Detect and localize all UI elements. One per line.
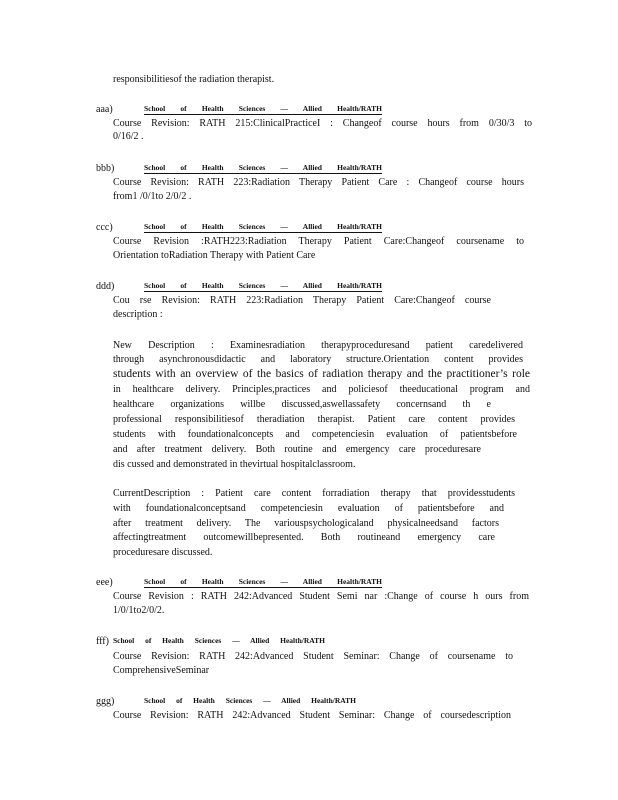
item-header-ggg: School of Health Sciences — Allied Health/RATH <box>144 696 356 705</box>
item-line-aaa-1: Course Revision: RATH 215:ClinicalPracticeI : Changeof course hours from 0/30/3 to <box>113 118 532 129</box>
item-line-bbb-1: Course Revision: RATH 223:Radiation Therapy Patient Care : Changeof course hours <box>113 177 524 188</box>
item-line-ccc-1: Course Revision :RATH223:Radiation Therapy Patient Care:Changeof coursename to <box>113 236 524 247</box>
item-label-ggg: ggg) <box>96 696 115 707</box>
new-description-line-3: students with an overview of the basics of radiation therapy and the practitioner’s role <box>113 368 530 379</box>
item-header-eee: School of Health Sciences — Allied Health/RATH <box>144 577 382 586</box>
item-label-bbb: bbb) <box>96 163 115 174</box>
new-description-line-1: New Description : Examinesradiation therapyproceduresand patient caredelivered <box>113 340 523 351</box>
new-description-line-9: dis cussed and demonstrated in thevirtual hospitalclassroom. <box>113 459 356 470</box>
item-label-ddd: ddd) <box>96 281 115 292</box>
item-header-fff: School of Health Sciences — Allied Health/RATH <box>113 636 325 645</box>
item-header-ddd: School of Health Sciences — Allied Health/RATH <box>144 281 382 290</box>
new-description-line-6: professional responsibilitiesof theradiation therapist. Patient care content provides <box>113 414 515 425</box>
item-header-bbb: School of Health Sciences — Allied Health/RATH <box>144 163 382 172</box>
item-line-ccc-2: Orientation toRadiation Therapy with Patient Care <box>113 250 316 261</box>
item-label-ccc: ccc) <box>96 222 113 233</box>
item-label-eee: eee) <box>96 577 113 588</box>
new-description-line-4: in healthcare delivery. Principles,practices and policiesof theeducational program and <box>113 384 530 395</box>
item-line-ggg-1: Course Revision: RATH 242:Advanced Student Seminar: Change of coursedescription <box>113 710 511 721</box>
new-description-line-5: healthcare organizations willbe discussed,aswellassafety concernsand th e <box>113 399 491 410</box>
item-header-ccc: School of Health Sciences — Allied Health/RATH <box>144 222 382 231</box>
intro-line: responsibilitiesof the radiation therapist. <box>113 74 275 85</box>
new-description-line-2: through asynchronousdidactic and laboratory structure.Orientation content provides <box>113 354 523 365</box>
item-line-bbb-2: from1 /0/1to 2/0/2 . <box>113 191 192 202</box>
item-line-fff-1: Course Revision: RATH 242:Advanced Student Seminar: Change of coursename to <box>113 651 513 662</box>
item-label-aaa: aaa) <box>96 104 113 115</box>
item-line-fff-2: ComprehensiveSeminar <box>113 665 210 676</box>
item-line-eee-2: 1/0/1to2/0/2. <box>113 605 165 616</box>
new-description-line-7: students with foundationalconcepts and competenciesin evaluation of patientsbefore <box>113 429 517 440</box>
current-description-line-5: proceduresare discussed. <box>113 547 213 558</box>
item-line-ddd-1: Cou rse Revision: RATH 223:Radiation Therapy Patient Care:Changeof course <box>113 295 491 306</box>
current-description-line-3: after treatment delivery. The variouspsychologicaland physicalneedsand factors <box>113 518 499 529</box>
new-description-line-8: and after treatment delivery. Both routine and emergency care proceduresare <box>113 444 481 455</box>
current-description-line-2: with foundationalconceptsand competenciesin evaluation of patientsbefore and <box>113 503 504 514</box>
item-line-eee-1: Course Revision : RATH 242:Advanced Student Semi nar :Change of course h ours from <box>113 591 529 602</box>
current-description-line-1: CurrentDescription : Patient care content forradiation therapy that providesstudents <box>113 488 515 499</box>
item-header-aaa: School of Health Sciences — Allied Health/RATH <box>144 104 382 113</box>
current-description-line-4: affectingtreatment outcomewillbepresented. Both routineand emergency care <box>113 532 495 543</box>
item-line-ddd-2: description : <box>113 309 163 320</box>
item-line-aaa-2: 0/16/2 . <box>113 131 144 142</box>
item-label-fff: fff) <box>96 636 109 647</box>
